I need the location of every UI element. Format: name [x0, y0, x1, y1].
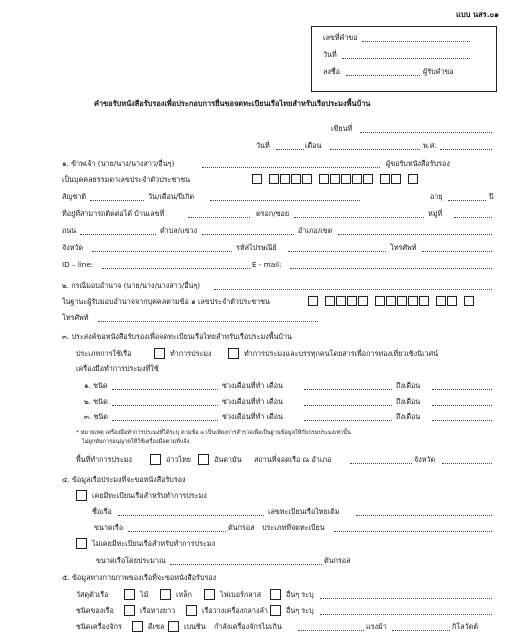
- s1-applicant-name-field[interactable]: [202, 159, 380, 168]
- s1-subdistrict-label: ตำบล/แขวง: [160, 226, 198, 235]
- s3-tourism-checkbox[interactable]: [228, 348, 239, 359]
- s3-fishing-label: ทำการประมง: [170, 349, 212, 358]
- s5-diesel-label: ดีเซล: [148, 622, 165, 631]
- id-digit-box[interactable]: [341, 174, 351, 184]
- s1-age-label: อายุ: [430, 192, 443, 201]
- s5-other-label: อื่นๆ ระบุ: [286, 590, 314, 599]
- id-digit-box[interactable]: [363, 174, 373, 184]
- id-digit-box[interactable]: [347, 296, 357, 306]
- date-month-field[interactable]: [330, 141, 420, 150]
- s1-dob-field[interactable]: [210, 192, 360, 201]
- id-digit-box[interactable]: [336, 296, 346, 306]
- form-code: แบบ นสร.๐๑: [456, 10, 499, 19]
- written-at-field[interactable]: [360, 124, 492, 133]
- id-digit-box[interactable]: [408, 296, 418, 306]
- s1-alley-field[interactable]: [294, 209, 424, 218]
- s1-moo-field[interactable]: [454, 209, 492, 218]
- receipt-signature-field[interactable]: [346, 67, 420, 76]
- s1-province-field[interactable]: [92, 243, 232, 252]
- s1-road-field[interactable]: [80, 226, 156, 235]
- s1-district-field[interactable]: [338, 226, 492, 235]
- s4-has-reg-label: เคยมีทะเบียนเรือสำหรับทำการประมง: [92, 491, 207, 500]
- s1-line-field[interactable]: [102, 260, 250, 269]
- s1-year-unit: ปี: [489, 192, 494, 201]
- s5-hp-field[interactable]: [298, 622, 364, 631]
- s4-no-reg-checkbox[interactable]: [76, 538, 87, 549]
- s5-other-field[interactable]: [320, 590, 492, 599]
- s4-gross-label: ตันกรอส: [228, 523, 255, 532]
- s4-reg-type-label: ประเภทที่จดทะเบียน: [262, 523, 325, 532]
- s3-item-1-to-label: ถึงเดือน: [396, 381, 421, 390]
- id-digit-box[interactable]: [408, 174, 418, 184]
- s1-road-label: ถนน: [62, 226, 77, 235]
- s1-subdistrict-field[interactable]: [202, 226, 294, 235]
- s3-item-1-label: ๑. ชนิด: [84, 381, 108, 390]
- receipt-date-label: วันที่: [323, 50, 337, 59]
- date-label: วันที่: [256, 141, 270, 150]
- s3-item-1-period-label: ช่วงเดือนที่ทำ เดือน: [222, 381, 283, 390]
- s5-other2-label: อื่นๆ ระบุ: [286, 606, 314, 615]
- s2-phone-field[interactable]: [98, 313, 318, 322]
- s3-area-label: พื้นที่ทำการประมง: [76, 455, 132, 464]
- id-digit-box[interactable]: [386, 296, 396, 306]
- id-digit-box[interactable]: [325, 296, 335, 306]
- s3-tools-label: เครื่องมือทำการประมงที่ใช้: [76, 364, 159, 373]
- s2-phone-label: โทรศัพท์: [62, 313, 89, 322]
- s4-old-reg-label: เลขทะเบียนเรือไทยเดิม: [268, 507, 340, 516]
- s1-address-label: ที่อยู่ที่สามารถติดต่อได้ บ้านเลขที่: [62, 209, 165, 218]
- s5-power-label: กำลังเครื่องจักรไม่เกิน: [214, 622, 282, 631]
- s3-item-3-type-field[interactable]: [112, 412, 218, 421]
- s1-age-field[interactable]: [448, 192, 486, 201]
- s3-item-3-from-field[interactable]: [304, 412, 392, 421]
- s1-province-label: จังหวัด: [62, 243, 84, 252]
- s5-wood-checkbox[interactable]: [124, 589, 135, 600]
- s4-approx-field[interactable]: [170, 556, 322, 565]
- s3-item-1-from-field[interactable]: [304, 381, 392, 390]
- id-digit-box[interactable]: [375, 296, 385, 306]
- s5-other-checkbox[interactable]: [270, 589, 281, 600]
- id-digit-box[interactable]: [380, 174, 390, 184]
- s4-has-reg-checkbox[interactable]: [76, 490, 87, 501]
- s5-boat-type-label: ชนิดของเรือ: [76, 606, 114, 615]
- date-day-field[interactable]: [276, 141, 304, 150]
- s3-usage-label: ประเภทการใช้เรือ: [76, 349, 132, 358]
- s5-inboard-label: เรือวางเครื่องกลางลำ: [202, 606, 268, 615]
- s3-item-2-type-field[interactable]: [112, 397, 218, 406]
- s2-proxy-name-field[interactable]: [214, 281, 492, 290]
- s3-gulf-checkbox[interactable]: [150, 454, 161, 465]
- s5-kw-field[interactable]: [392, 622, 450, 631]
- s3-item-1-type-field[interactable]: [112, 381, 218, 390]
- s3-item-2-to-field[interactable]: [432, 397, 492, 406]
- s5-wood-label: ไม้: [140, 590, 149, 599]
- s5-kw-label: กิโลวัตต์: [452, 622, 478, 631]
- s1-phone-label: โทรศัพท์: [390, 243, 417, 252]
- s1-line-label: ID – line:: [62, 260, 94, 269]
- s4-reg-type-field[interactable]: [334, 523, 492, 532]
- s5-other2-field[interactable]: [320, 606, 492, 615]
- s5-material-label: วัสดุตัวเรือ: [76, 590, 109, 599]
- receipt-req-no-label: เลขที่คำขอ: [323, 33, 358, 42]
- s5-other2-checkbox[interactable]: [270, 605, 281, 616]
- s1-phone-field[interactable]: [422, 243, 492, 252]
- s1-dob-label: วัน/เดือน/ปีเกิด: [148, 192, 195, 201]
- s1-applicant-label: ๑. ข้าพเจ้า (นาย/นาง/นางสาว/อื่นๆ): [62, 159, 175, 168]
- s2-id-label: ในฐานะผู้รับมอบอำนาจจากบุคคลตามข้อ ๑ เลขประจำตัวประชาชน: [62, 297, 270, 306]
- s1-email-field[interactable]: [290, 260, 492, 269]
- id-digit-box[interactable]: [319, 174, 329, 184]
- s4-heading: ๔. ข้อมูลเรือประมงที่จะขอหนังสือรับรอง: [62, 475, 186, 484]
- s5-inboard-checkbox[interactable]: [186, 605, 197, 616]
- s5-steel-label: เหล็ก: [176, 590, 192, 599]
- date-year-field[interactable]: [440, 141, 492, 150]
- page-title: คำขอรับหนังสือรับรองเพื่อประกอบการยื่นขอจดทะเบียนเรือไทยสำหรับเรือประมงพื้นบ้าน: [94, 99, 371, 108]
- id-digit-box[interactable]: [308, 296, 318, 306]
- s1-nationality-label: สัญชาติ: [62, 192, 87, 201]
- receipt-receiver-label: ผู้รับคำขอ: [423, 67, 454, 76]
- s5-hp-label: แรงม้า: [366, 622, 387, 631]
- s2-proxy-label: ๒. กรณีมอบอำนาจ (นาย/นาง/นางสาว/อื่นๆ): [62, 281, 201, 290]
- s3-port-label: สถานที่จอดเรือ ณ อำเภอ: [254, 455, 332, 464]
- s3-tourism-label: ทำการประมงและบรรทุกคนโดยสารเพื่อการท่องเที่ยวเชิงนิเวศน์: [244, 349, 439, 358]
- s4-boat-name-label: ชื่อเรือ: [92, 507, 112, 516]
- year-label: พ.ศ.: [423, 141, 437, 150]
- s4-gross2-label: ตันกรอส: [324, 556, 351, 565]
- id-digit-box[interactable]: [397, 296, 407, 306]
- s5-fiberglass-label: ไฟเบอร์กลาส: [220, 590, 262, 599]
- s3-port-district-field[interactable]: [350, 455, 412, 464]
- id-digit-box[interactable]: [269, 174, 279, 184]
- s5-gasoline-label: เบนซิน: [184, 622, 206, 631]
- s4-approx-label: ขนาดเรือโดยประมาณ: [96, 556, 166, 565]
- s3-port-province-label: จังหวัด: [414, 455, 436, 464]
- s3-fishing-checkbox[interactable]: [154, 348, 165, 359]
- receipt-date-field[interactable]: [342, 50, 470, 59]
- s3-item-2-period-label: ช่วงเดือนที่ทำ เดือน: [222, 397, 283, 406]
- s5-engine-label: ชนิดเครื่องจักร: [76, 622, 122, 631]
- id-digit-box[interactable]: [280, 174, 290, 184]
- s3-item-3-period-label: ช่วงเดือนที่ทำ เดือน: [222, 412, 283, 421]
- s5-longtail-label: เรือหางยาว: [140, 606, 176, 615]
- s4-boat-name-field[interactable]: [118, 507, 264, 516]
- s3-andaman-label: อันดามัน: [214, 455, 242, 464]
- s1-email-label: E - mail:: [252, 260, 282, 269]
- s3-item-3-to-label: ถึงเดือน: [396, 412, 421, 421]
- s1-house-no-field[interactable]: [188, 209, 250, 218]
- id-digit-box[interactable]: [302, 174, 312, 184]
- s1-applicant-suffix: ผู้ขอรับหนังสือรับรอง: [386, 159, 450, 168]
- s3-note-2: ไม่ผูกพันการอนุญาตให้ใช้เครื่องมือตามที่แจ้ง: [82, 439, 190, 445]
- id-digit-box[interactable]: [391, 174, 401, 184]
- s5-longtail-checkbox[interactable]: [124, 605, 135, 616]
- id-digit-box[interactable]: [436, 296, 446, 306]
- s5-gasoline-checkbox[interactable]: [168, 621, 179, 632]
- s5-steel-checkbox[interactable]: [160, 589, 171, 600]
- s4-old-reg-field[interactable]: [356, 507, 492, 516]
- written-at-label: เขียนที่: [331, 124, 353, 133]
- s3-note-1: * หมายเหตุ เครื่องมือทำการประมงที่ได้ระบุ ตามข้อ ๓ เป็นเพียงการสำรวจเพื่อเป็นฐานข้อมูลให้กับกรมประมงเท่านั้น: [76, 430, 351, 436]
- id-digit-box[interactable]: [330, 174, 340, 184]
- id-digit-box[interactable]: [464, 296, 474, 306]
- id-digit-box[interactable]: [419, 296, 429, 306]
- s3-item-2-label: ๒. ชนิด: [84, 397, 108, 406]
- s1-postcode-label: รหัสไปรษณีย์: [236, 243, 277, 252]
- s3-port-province-field[interactable]: [442, 455, 492, 464]
- s5-diesel-checkbox[interactable]: [132, 621, 143, 632]
- s1-moo-label: หมู่ที่: [428, 209, 443, 218]
- s3-item-1-to-field[interactable]: [432, 381, 492, 390]
- s4-size-label: ขนาดเรือ: [94, 523, 124, 532]
- s3-gulf-label: อ่าวไทย: [166, 455, 191, 464]
- month-label: เดือน: [305, 141, 322, 150]
- s1-postcode-field[interactable]: [288, 243, 386, 252]
- s5-heading: ๕. ข้อมูลทางกายภาพของเรือที่จะขอหนังสือรับรอง: [62, 573, 217, 582]
- s3-item-2-to-label: ถึงเดือน: [396, 397, 421, 406]
- s1-alley-label: ตรอก/ซอย: [256, 209, 290, 218]
- s5-fiberglass-checkbox[interactable]: [204, 589, 215, 600]
- s3-item-3-label: ๓. ชนิด: [84, 412, 108, 421]
- s3-item-3-to-field[interactable]: [432, 412, 492, 421]
- s3-item-2-from-field[interactable]: [304, 397, 392, 406]
- s4-size-field[interactable]: [128, 523, 226, 532]
- s1-district-label: อำเภอ/เขต: [298, 226, 333, 235]
- s1-id-label: เป็นบุคคลธรรมดาเลขประจำตัวประชาชน: [62, 175, 191, 184]
- id-digit-box[interactable]: [358, 296, 368, 306]
- id-digit-box[interactable]: [352, 174, 362, 184]
- id-digit-box[interactable]: [291, 174, 301, 184]
- s4-no-reg-label: ไม่เคยมีทะเบียนเรือสำหรับทำการประมง: [92, 539, 216, 548]
- receipt-req-no-field[interactable]: [362, 33, 470, 42]
- s1-nationality-field[interactable]: [90, 192, 144, 201]
- receipt-signature-label: ลงชื่อ: [323, 67, 341, 76]
- id-digit-box[interactable]: [252, 174, 262, 184]
- id-digit-box[interactable]: [447, 296, 457, 306]
- s3-heading: ๓. ประสงค์ขอหนังสือรับรองเพื่อจดทะเบียนเรือไทยสำหรับเรือประมงพื้นบ้าน: [62, 332, 292, 341]
- s3-andaman-checkbox[interactable]: [198, 454, 209, 465]
